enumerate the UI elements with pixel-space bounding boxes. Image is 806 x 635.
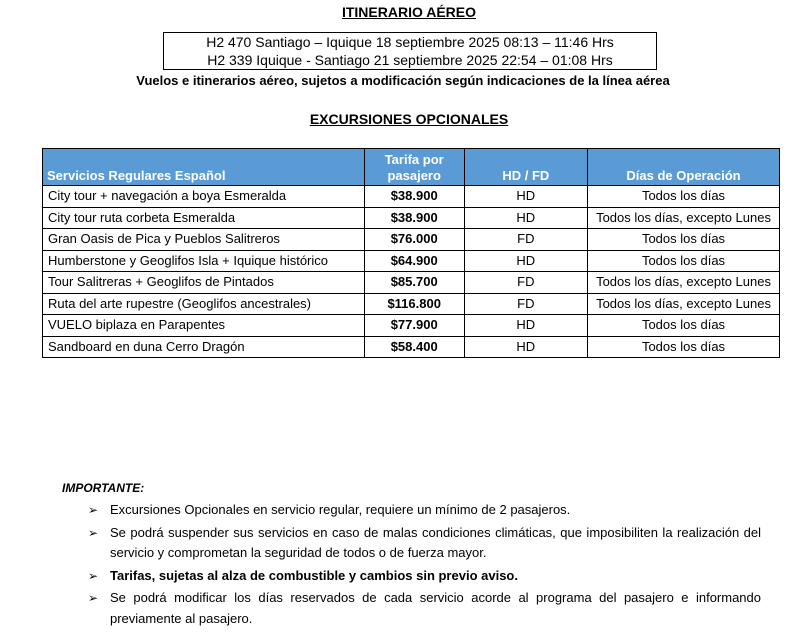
table-row <box>43 315 780 337</box>
service-days: Todos los días <box>588 250 780 272</box>
service-price: $77.900 <box>364 315 464 337</box>
service-days: Todos los días <box>588 336 780 358</box>
flight-line-outbound: H2 470 Santiago – Iquique 18 septiembre 2025 08:13 – 11:46 Hrs <box>206 34 614 50</box>
table-row <box>43 293 780 315</box>
header-services: Servicios Regulares Español <box>43 149 365 186</box>
service-price: $38.900 <box>364 186 464 208</box>
header-type: HD / FD <box>464 149 587 186</box>
service-name: City tour + navegación a boya Esmeralda <box>43 186 365 208</box>
service-days: Todos los días, excepto Lunes <box>588 207 780 229</box>
service-name: Sandboard en duna Cerro Dragón <box>43 336 365 358</box>
note-text: Tarifas, sujetas al alza de combustible y cambios sin previo aviso. <box>110 567 518 583</box>
service-type: HD <box>464 336 587 358</box>
service-type: FD <box>464 229 587 251</box>
service-type: HD <box>464 250 587 272</box>
excursions-table <box>42 148 780 358</box>
note-text: Excursiones Opcionales en servicio regular, requiere un mínimo de 2 pasajeros. <box>110 502 571 517</box>
list-item <box>88 566 761 587</box>
service-name: Humberstone y Geoglifos Isla + Iquique histórico <box>43 250 365 272</box>
flight-itinerary-title: ITINERARIO AÉREO <box>341 4 477 20</box>
service-price: $116.800 <box>364 293 464 315</box>
list-item <box>88 523 761 564</box>
arrow-bullet-icon: ➢ <box>88 503 99 517</box>
table-row <box>43 250 780 272</box>
table-row <box>43 207 780 229</box>
list-item <box>88 500 761 521</box>
service-days: Todos los días, excepto Lunes <box>588 272 780 294</box>
header-price: Tarifa por pasajero <box>364 149 464 186</box>
note-text: Se podrá modificar los días reservados de cada servicio acorde al programa del pasajero e informando previamente al pasajero. <box>110 590 761 626</box>
service-name: Gran Oasis de Pica y Pueblos Salitreros <box>43 229 365 251</box>
service-days: Todos los días <box>588 315 780 337</box>
arrow-bullet-icon: ➢ <box>88 525 99 540</box>
note-text: Se podrá suspender sus servicios en caso de malas condiciones climáticas, que imposibiliten la realización del servicio y comprometan la seguridad de todos o de fuerza mayor. <box>110 524 761 560</box>
service-name: City tour ruta corbeta Esmeralda <box>43 207 365 229</box>
table-row <box>43 229 780 251</box>
service-price: $85.700 <box>364 272 464 294</box>
service-name: Tour Salitreras + Geoglifos de Pintados <box>43 272 365 294</box>
service-days: Todos los días <box>588 229 780 251</box>
table-row <box>43 186 780 208</box>
arrow-bullet-icon: ➢ <box>88 591 99 605</box>
service-type: HD <box>464 186 587 208</box>
arrow-bullet-icon: ➢ <box>88 568 99 583</box>
service-type: HD <box>464 207 587 229</box>
flight-details-box <box>163 32 657 70</box>
table-header-row <box>43 149 780 186</box>
table-row <box>43 336 780 358</box>
header-days: Días de Operación <box>588 149 780 186</box>
flight-line-return: H2 339 Iquique - Santiago 21 septiembre 2025 22:54 – 01:08 Hrs <box>207 52 613 68</box>
flight-note: Vuelos e itinerarios aéreo, sujetos a modificación según indicaciones de la línea aérea <box>136 73 670 88</box>
service-type: FD <box>464 293 587 315</box>
service-type: FD <box>464 272 587 294</box>
important-notes-list <box>88 500 761 631</box>
service-price: $58.400 <box>364 336 464 358</box>
service-days: Todos los días, excepto Lunes <box>588 293 780 315</box>
service-price: $38.900 <box>364 207 464 229</box>
table-row <box>43 272 780 294</box>
optional-excursions-title: EXCURSIONES OPCIONALES <box>309 111 509 127</box>
service-price: $76.000 <box>364 229 464 251</box>
service-days: Todos los días <box>588 186 780 208</box>
list-item <box>88 588 761 629</box>
service-type: HD <box>464 315 587 337</box>
service-name: Ruta del arte rupestre (Geoglifos ancestrales) <box>43 293 365 315</box>
service-price: $64.900 <box>364 250 464 272</box>
service-name: VUELO biplaza en Parapentes <box>43 315 365 337</box>
important-label: IMPORTANTE: <box>62 481 145 495</box>
